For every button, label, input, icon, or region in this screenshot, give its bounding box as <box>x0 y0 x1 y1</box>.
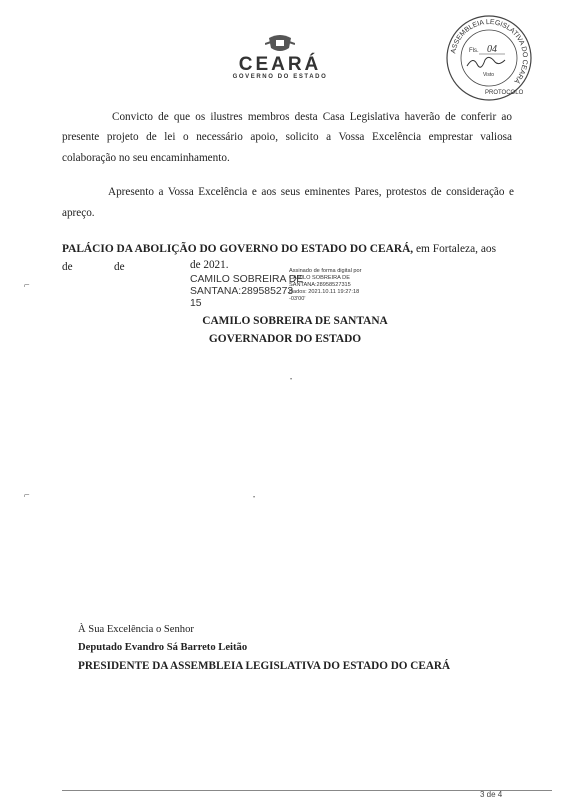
coat-of-arms-icon <box>265 34 295 54</box>
state-logo <box>205 34 355 86</box>
addressee-salutation: À Sua Excelência o Senhor <box>78 624 194 635</box>
scan-mark: ⌐ <box>24 280 30 291</box>
logo-subtitle: GOVERNO DO ESTADO <box>232 74 328 80</box>
protocol-stamp <box>445 14 533 102</box>
stamp-fls-value: 04 <box>487 44 497 55</box>
signature-info-4: Dados: 2021.10.11 19:27:18 <box>289 289 360 295</box>
addressee-name: Deputado Evandro Sá Barreto Leitão <box>78 642 248 653</box>
signature-info-3: SANTANA:28958527315 <box>289 282 351 288</box>
palace-city: em Fortaleza, aos <box>413 243 497 255</box>
date-year: de 2021. <box>190 259 229 271</box>
logo-brand-text: CEARÁ <box>238 54 322 75</box>
stamp-protocol-text: PROTOCOLO <box>485 90 524 96</box>
para1-line3: colaboração no seu encaminhamento. <box>62 152 230 164</box>
scan-dot: • <box>253 495 256 501</box>
palace-line <box>62 243 514 255</box>
scan-mark: ⌐ <box>24 490 30 501</box>
stamp-fls-label: Fls. <box>469 48 479 54</box>
para2-line1: Apresento a Vossa Excelência e aos seus eminentes Pares, protestos de consideração e <box>108 186 514 198</box>
stamp-date-label: Visto <box>483 72 495 78</box>
signatory-name: CAMILO SOBREIRA DE SANTANA <box>202 315 388 327</box>
signature-info-2: CAMILO SOBREIRA DE <box>289 275 350 281</box>
digital-signature-name <box>190 274 303 310</box>
para1-line2: presente projeto de lei o necessário apoio, solicito a Vossa Excelência emprestar valiosa <box>62 131 512 143</box>
signature-info-1: Assinado de forma digital por <box>289 268 362 274</box>
palace-name: PALÁCIO DA ABOLIÇÃO DO GOVERNO DO ESTADO DO CEARÁ, <box>62 243 414 255</box>
signature-info-5: -03'00' <box>289 296 306 302</box>
para2-line2: apreço. <box>62 207 95 219</box>
stamp-ring-text: ASSEMBLEIA LEGISLATIVA DO CEARÁ <box>450 18 529 85</box>
para1-line1: Convicto de que os ilustres membros desta Casa Legislativa haverão de conferir ao <box>112 111 512 123</box>
addressee-office: PRESIDENTE DA ASSEMBLEIA LEGISLATIVA DO ESTADO DO CEARÁ <box>78 660 451 672</box>
signature-name-line2: SANTANA:289585273 <box>190 286 294 297</box>
signature-name-line1: CAMILO SOBREIRA DE <box>190 274 304 285</box>
digital-signature-info <box>289 268 361 303</box>
date-de-2: de <box>114 261 125 273</box>
date-de-1: de <box>62 261 73 273</box>
signature-name-line3: 15 <box>190 298 202 309</box>
scan-dot: • <box>290 377 293 383</box>
stamp-rubric-icon <box>467 57 505 67</box>
signatory-title: GOVERNADOR DO ESTADO <box>208 333 362 345</box>
page-number: 3 de 4 <box>480 790 503 799</box>
footer-rule <box>62 790 552 791</box>
